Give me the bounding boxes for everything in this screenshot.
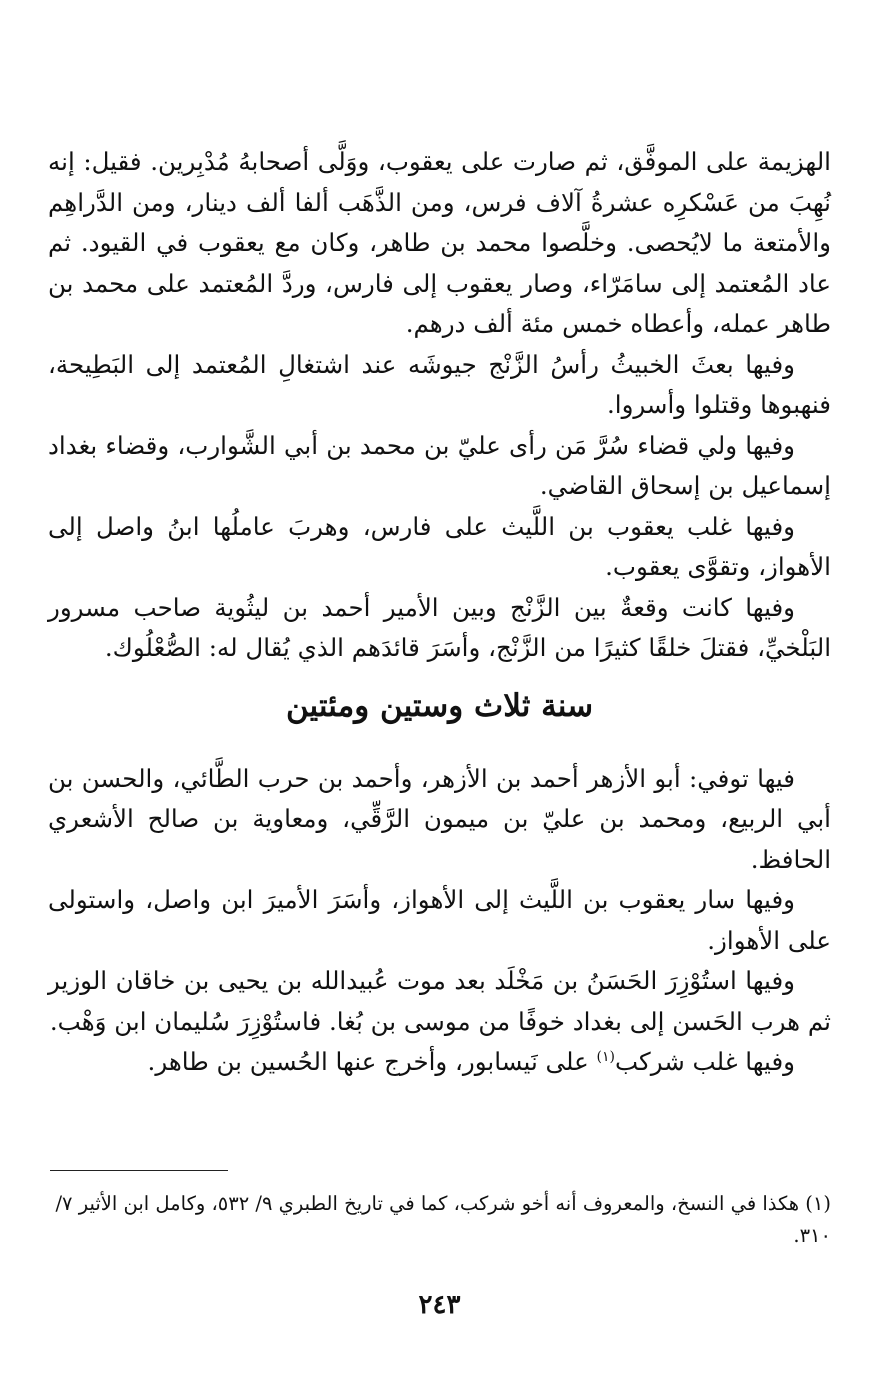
paragraph-9 bbox=[48, 1042, 831, 1083]
page-number: ٢٤٣ bbox=[418, 1290, 461, 1320]
paragraph-5: وفيها كانت وقعةٌ بين الزَّنْج وبين الأمير أحمد بن ليثُوية صاحب مسرور البَلْخيِّ، فقتلَ خلقًا كثيرًا من الزَّنْج، وأسَرَ قائدَهم الذي يُقال له: الصُّعْلُوك. bbox=[48, 592, 831, 662]
paragraph-9-text-start: وفيها غلب شركب bbox=[614, 1047, 795, 1076]
paragraph-8: وفيها استُوْزِرَ الحَسَنُ بن مَخْلَد بعد موت عُبيدالله بن يحيى بن خاقان الوزير ثم هرب الحَسن إلى بغداد خوفًا من موسى بن بُغا. فاستُوْزِرَ سُليمان ابن وَهْب. bbox=[48, 966, 831, 1036]
section-heading: سنة ثلاث وستين ومئتين bbox=[285, 687, 594, 724]
paragraph-2: وفيها بعثَ الخبيثُ رأسُ الزَّنْج جيوشَه عند اشتغالِ المُعتمد إلى البَطِيحة، فنهبوها وقتلوا وأسروا. bbox=[48, 349, 831, 419]
footnote-separator bbox=[50, 1170, 228, 1171]
footnote-marker[interactable]: (١) bbox=[596, 1048, 615, 1065]
footnote-text: (١) هكذا في النسخ، والمعروف أنه أخو شركب، كما في تاريخ الطبري ٩/ ٥٣٢، وكامل ابن الأثير ٧/ ٣١٠. bbox=[55, 1192, 831, 1247]
paragraph-9-text-end: على نَيسابور، وأخرج عنها الحُسين بن طاهر. bbox=[147, 1047, 597, 1076]
paragraph-1: الهزيمة على الموفَّق، ثم صارت على يعقوب، ووَلَّى أصحابهُ مُدْبِرين. فقيل: إنه نُهِبَ من عَسْكرِه عشرةُ آلاف فرس، ومن الذَّهَب ألفا ألف دينار، ومن الدَّراهِم والأمتعة ما لايُحصى. وخلَّصوا محمد بن طاهر، وكان مع يعقوب في القيود. ثم عاد المُعتمد إلى سامَرّاء، وصار يعقوب إلى فارس، وردَّ المُعتمد على محمد بن طاهر عمله، وأعطاه خمس مئة ألف درهم. bbox=[48, 147, 831, 338]
paragraph-4: وفيها غلب يعقوب بن اللَّيث على فارس، وهربَ عاملُها ابنُ واصل إلى الأهواز، وتقوَّى يعقوب. bbox=[48, 511, 831, 581]
paragraph-3: وفيها ولي قضاء سُرَّ مَن رأى عليّ بن محمد بن أبي الشَّوارب، وقضاء بغداد إسماعيل بن إسحاق القاضي. bbox=[48, 430, 831, 500]
paragraph-6: فيها توفي: أبو الأزهر أحمد بن الأزهر، وأحمد بن حرب الطَّائي، والحسن بن أبي الربيع، ومحمد بن عليّ بن ميمون الرَّقِّي، ومعاوية بن صالح الأشعري الحافظ. bbox=[48, 763, 831, 874]
paragraph-7: وفيها سار يعقوب بن اللَّيث إلى الأهواز، وأسَرَ الأميرَ ابن واصل، واستولى على الأهواز. bbox=[48, 885, 831, 955]
